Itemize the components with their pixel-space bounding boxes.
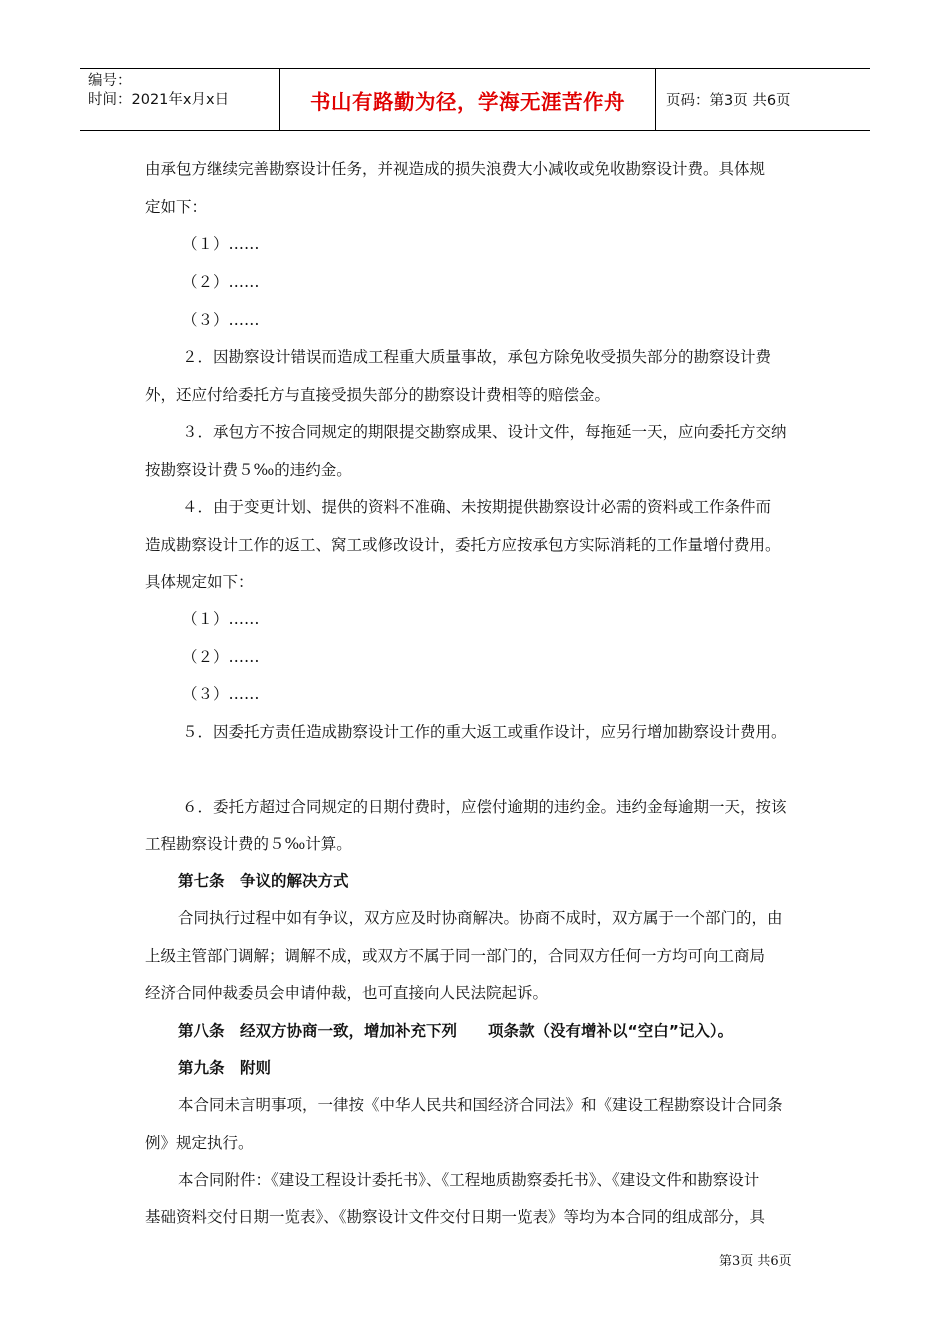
body-line: 基础资料交付日期一览表》、《勘察设计文件交付日期一览表》等均为本合同的组成部分，具 [145, 1208, 766, 1226]
body-line: 具体规定如下： [145, 573, 254, 591]
article-heading: 第九条 附则 [178, 1059, 272, 1077]
document-number-label: 编号： [88, 73, 132, 89]
article-heading: 第八条 经双方协商一致，增加补充下列 项条款（没有增补以“空白”记入）。 [178, 1022, 734, 1040]
body-line: 外，还应付给委托方与直接受损失部分的勘察设计费相等的赔偿金。 [145, 386, 611, 404]
body-line: ５．因委托方责任造成勘察设计工作的重大返工或重作设计，应另行增加勘察设计费用。 [182, 723, 787, 741]
header-motto: 书山有路勤为径，学海无涯苦作舟 [280, 69, 656, 130]
body-line: 上级主管部门调解；调解不成，或双方不属于同一部门的，合同双方任何一方均可向工商局 [145, 947, 766, 965]
document-time-label: 时间：2021年x月x日 [88, 92, 230, 108]
body-line: 本合同附件：《建设工程设计委托书》、《工程地质勘察委托书》、《建设文件和勘察设计 [178, 1171, 760, 1189]
body-line: ３．承包方不按合同规定的期限提交勘察成果、设计文件，每拖延一天，应向委托方交纳 [182, 423, 787, 441]
header-meta-cell [80, 69, 280, 130]
article-heading: 第七条 争议的解决方式 [178, 872, 349, 890]
page-header [80, 68, 870, 131]
body-line: ４．由于变更计划、提供的资料不准确、未按期提供勘察设计必需的资料或工作条件而 [182, 498, 772, 516]
body-line: 例》规定执行。 [145, 1134, 254, 1152]
body-line: 合同执行过程中如有争议，双方应及时协商解决。协商不成时，双方属于一个部门的，由 [178, 909, 783, 927]
body-line: 本合同未言明事项，一律按《中华人民共和国经济合同法》和《建设工程勘察设计合同条 [178, 1096, 783, 1114]
body-line: 由承包方继续完善勘察设计任务，并视造成的损失浪费大小减收或免收勘察设计费。具体规 [145, 160, 766, 178]
body-line: 按勘察设计费５‰的违约金。 [145, 461, 352, 479]
body-line: 经济合同仲裁委员会申请仲裁，也可直接向人民法院起诉。 [145, 984, 549, 1002]
list-item: （３）…… [182, 311, 260, 329]
body-line: ６．委托方超过合同规定的日期付费时，应偿付逾期的违约金。违约金每逾期一天，按该 [182, 798, 787, 816]
list-item: （２）…… [182, 648, 260, 666]
body-line: 定如下： [145, 198, 208, 216]
list-item: （１）…… [182, 235, 260, 253]
body-line: ２．因勘察设计错误而造成工程重大质量事故，承包方除免收受损失部分的勘察设计费 [182, 348, 772, 366]
list-item: （３）…… [182, 685, 260, 703]
body-line: 造成勘察设计工作的返工、窝工或修改设计，委托方应按承包方实际消耗的工作量增付费用。 [145, 536, 781, 554]
list-item: （１）…… [182, 610, 260, 628]
page-footer: 第3页 共6页 [719, 1254, 792, 1269]
header-page-info: 页码：第3页 共6页 [666, 93, 791, 109]
list-item: （２）…… [182, 273, 260, 291]
body-line: 工程勘察设计费的５‰计算。 [145, 835, 352, 853]
